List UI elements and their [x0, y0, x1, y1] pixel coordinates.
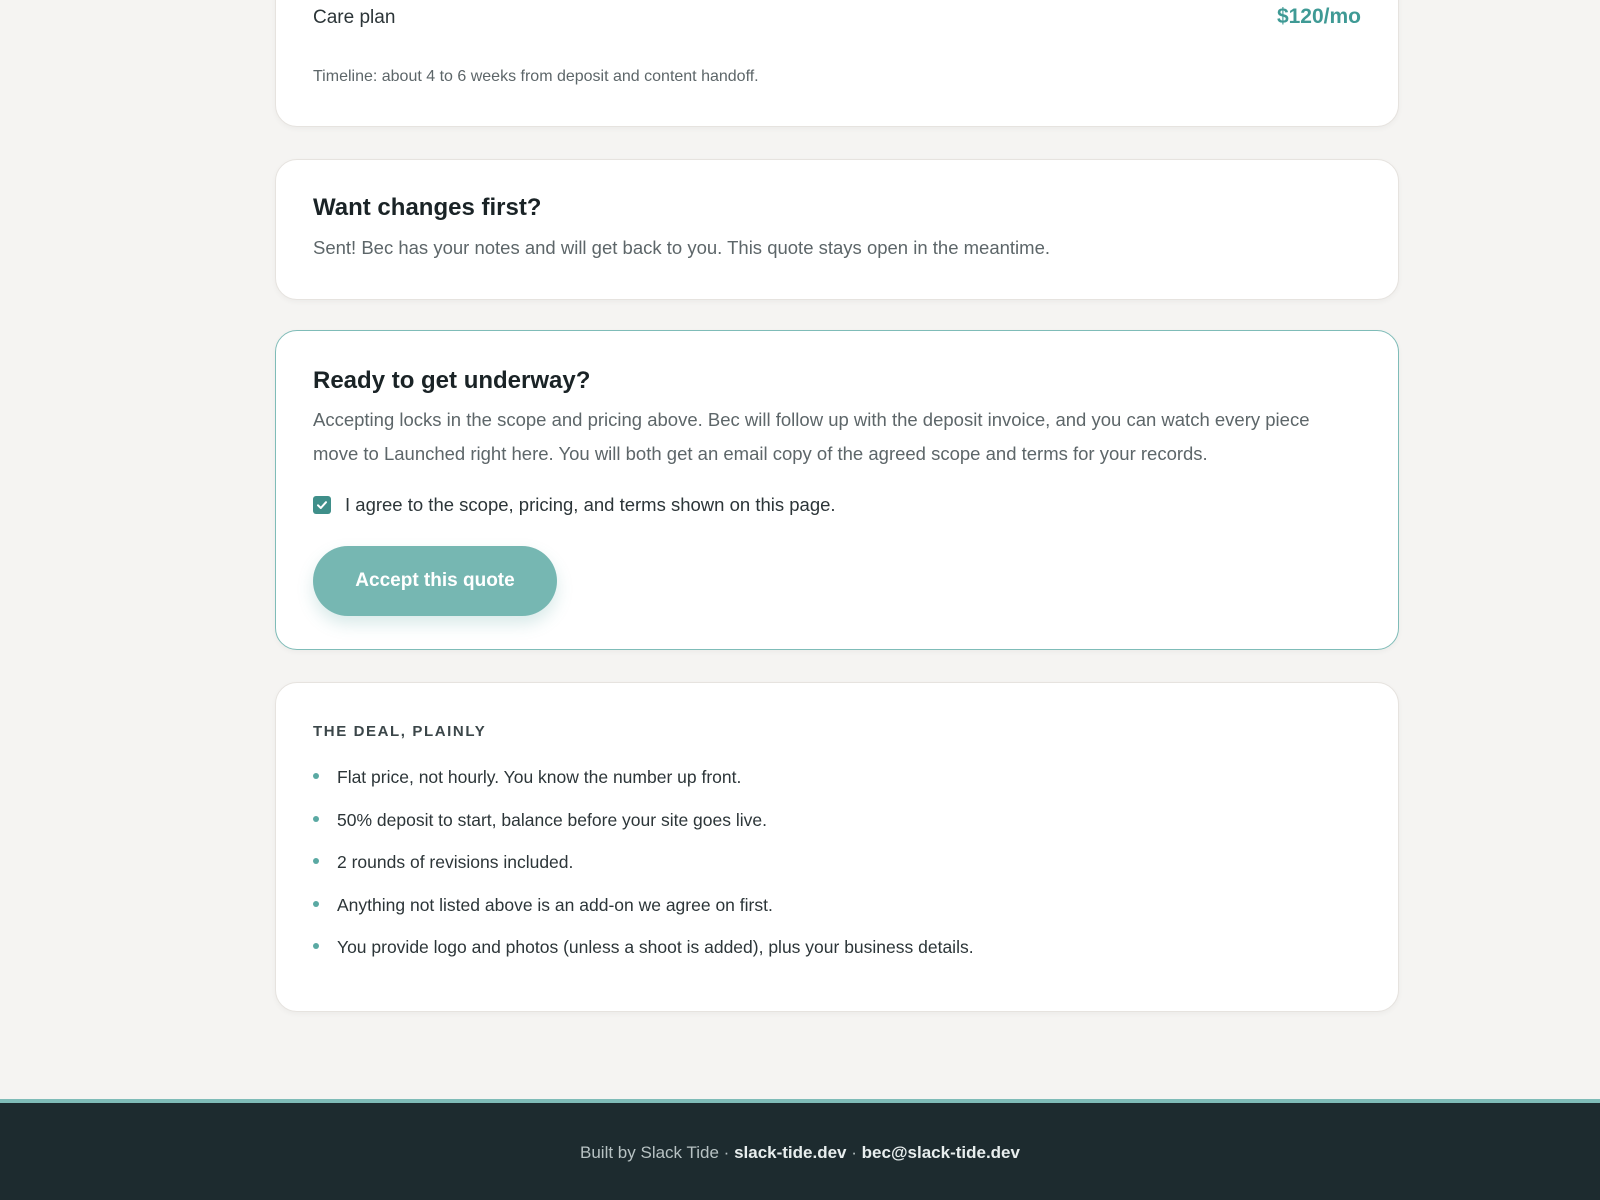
accept-card [275, 330, 1399, 650]
deal-item-text: You provide logo and photos (unless a shoot is added), plus your business details. [337, 937, 974, 957]
check-icon [316, 499, 328, 511]
footer-email-link[interactable]: bec@slack-tide.dev [861, 1143, 1020, 1162]
deal-item-text: Anything not listed above is an add-on we agree on first. [337, 894, 773, 915]
list-item [313, 756, 974, 799]
footer-line [0, 1143, 1600, 1163]
accept-quote-button[interactable]: Accept this quote [313, 546, 557, 616]
list-item [313, 841, 974, 884]
agree-checkbox-row[interactable] [313, 494, 836, 516]
changes-sent-message: Sent! Bec has your notes and will get back to you. This quote stays open in the meantime. [313, 237, 1051, 258]
accept-description: Accepting locks in the scope and pricing above. Bec will follow up with the deposit invoice, and you can watch every piece move to Launched right here. You will both get an email copy of the agreed scope and terms for your records. [313, 409, 1310, 464]
list-item [313, 884, 974, 927]
footer-built-by: Built by Slack Tide [580, 1143, 719, 1162]
deal-item-text: 50% deposit to start, balance before your site goes live. [337, 809, 767, 830]
pricing-card [275, 0, 1399, 127]
bullet-icon [313, 858, 319, 864]
changes-card [275, 159, 1399, 300]
bullet-icon [313, 773, 319, 779]
care-plan-price: $120/mo [1276, 5, 1361, 28]
list-item [313, 926, 974, 969]
accept-title: Ready to get underway? [313, 367, 591, 394]
bullet-icon [313, 901, 319, 907]
footer-separator: · [851, 1143, 857, 1162]
list-item [313, 799, 974, 842]
bullet-icon [313, 816, 319, 822]
pricing-row [313, 5, 1361, 29]
bullet-icon [313, 943, 319, 949]
site-footer [0, 1099, 1600, 1200]
deal-item-text: Flat price, not hourly. You know the number up front. [337, 767, 742, 787]
footer-site-link[interactable]: slack-tide.dev [734, 1143, 847, 1162]
agree-checkbox[interactable] [313, 496, 331, 514]
agree-label[interactable]: I agree to the scope, pricing, and terms shown on this page. [345, 494, 836, 515]
deal-list [313, 756, 974, 969]
deal-item-text: 2 rounds of revisions included. [337, 852, 574, 872]
care-plan-label: Care plan [313, 7, 396, 28]
changes-title: Want changes first? [313, 194, 542, 221]
footer-separator: · [723, 1143, 730, 1162]
timeline-text: Timeline: about 4 to 6 weeks from deposit and content handoff. [313, 68, 759, 85]
deal-card [275, 682, 1399, 1012]
deal-heading: THE DEAL, PLAINLY [313, 723, 487, 740]
